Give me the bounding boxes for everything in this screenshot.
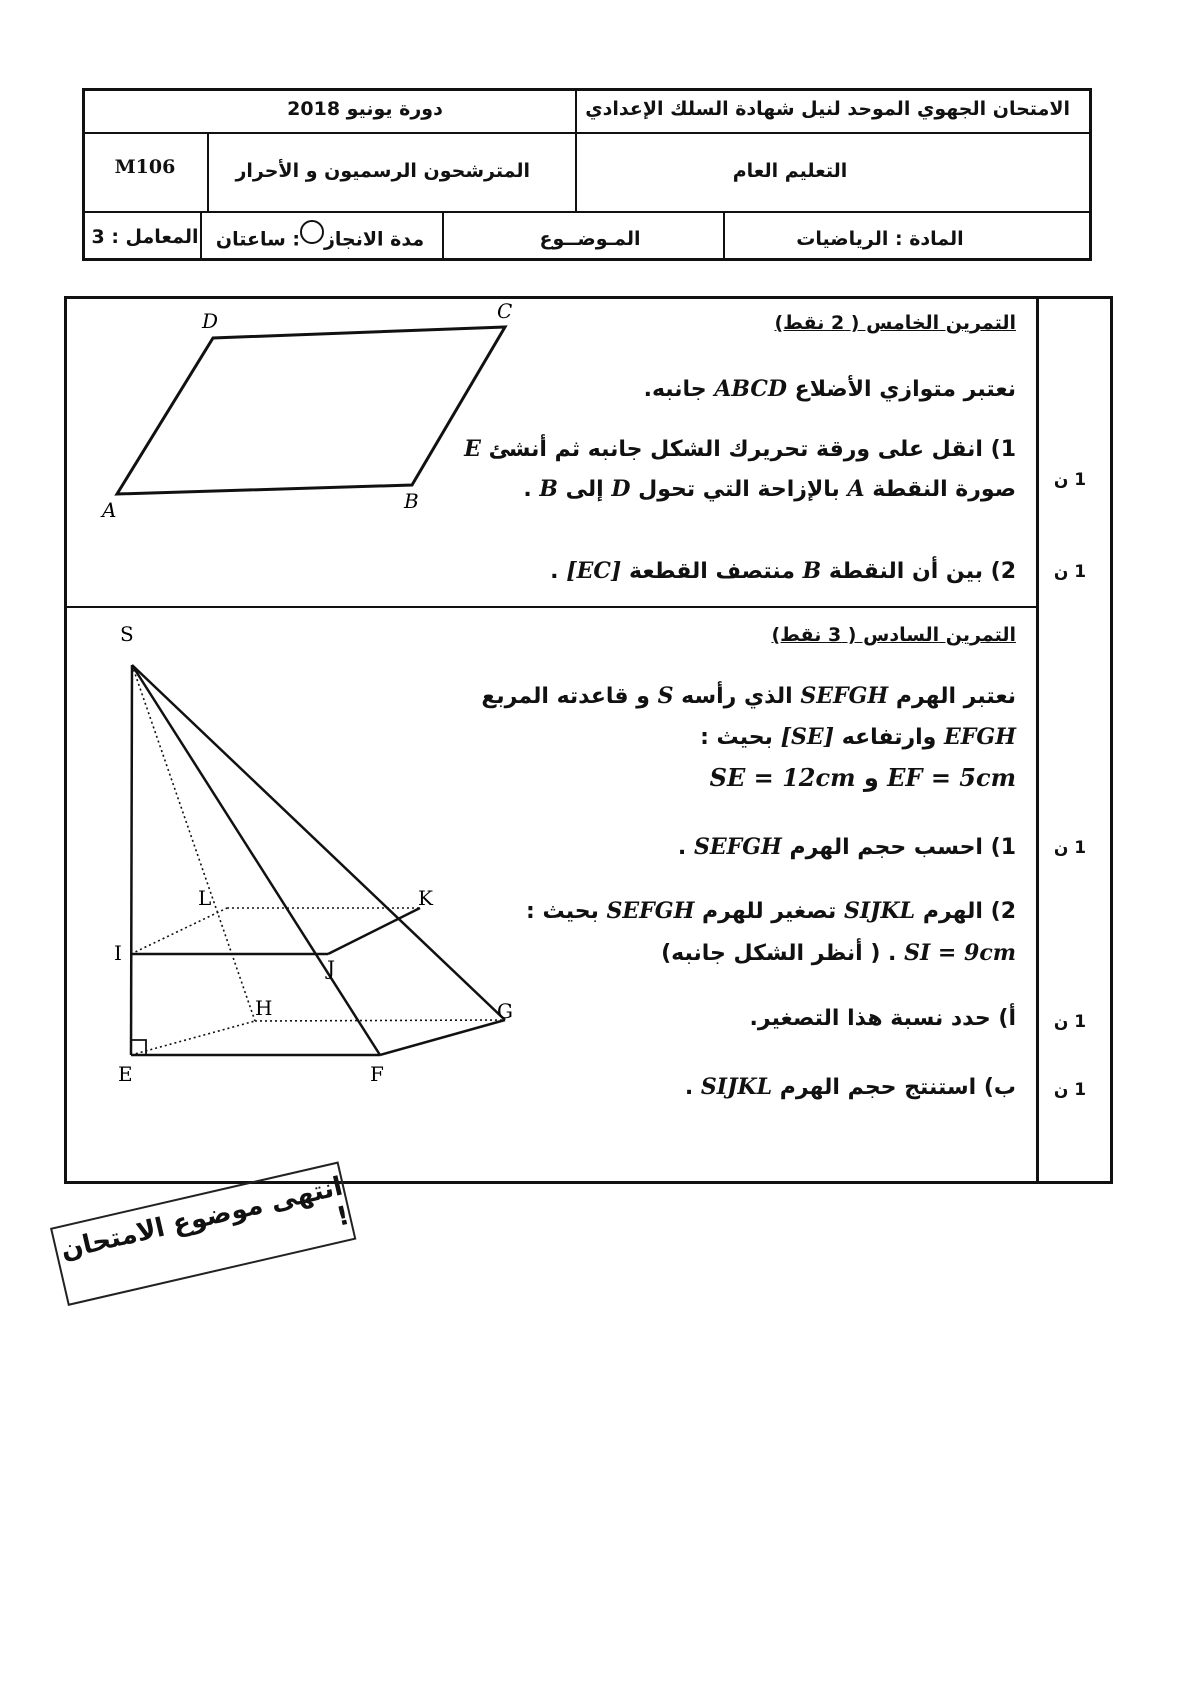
exercise6-mark-qb: 1 ن <box>1053 1080 1087 1100</box>
label-K: K <box>418 886 433 910</box>
exercise6-line3: EF = 5cm و SE = 12cm <box>709 763 1016 792</box>
duration <box>215 228 425 252</box>
exercise6-q1: 1) احسب حجم الهرم SEFGH . <box>677 834 1016 860</box>
pyramid-figure <box>100 615 540 1095</box>
exercise6-line2: EFGH وارتفاعه [SE] بحيث : <box>700 724 1016 750</box>
track: التعليم العام <box>732 160 848 182</box>
session: دورة يونيو 2018 <box>287 98 443 120</box>
mark-column-divider <box>1036 296 1039 1184</box>
label-J: J <box>327 956 336 980</box>
exercise5-q2: 2) بين أن النقطة B منتصف القطعة [EC] . <box>550 558 1016 584</box>
label-F: F <box>370 1062 384 1086</box>
exercise-divider <box>64 606 1039 608</box>
parallelogram-abcd <box>117 327 505 494</box>
candidates: المترشحون الرسميون و الأحرار <box>235 160 530 182</box>
duration-value: : ساعتان <box>215 228 300 251</box>
duration-label: مدة الانجاز <box>323 228 425 251</box>
exercise6-qb: ب) استنتج حجم الهرم SIJKL . <box>684 1074 1016 1100</box>
exercise5-q1-line2: صورة النقطة A بالإزاحة التي تحول D إلى B . <box>523 476 1016 502</box>
label-E: E <box>118 1062 133 1086</box>
label-H: H <box>255 996 273 1020</box>
exercise6-line1: نعتبر الهرم SEFGH الذي رأسه S و قاعدته المربع <box>481 683 1016 709</box>
label-S: S <box>120 622 134 646</box>
exercise6-mark-q1: 1 ن <box>1053 838 1087 858</box>
exercise5-title: التمرين الخامس ( 2 نقط) <box>774 312 1016 334</box>
label-G: G <box>497 999 513 1023</box>
label-I: I <box>114 941 122 965</box>
label-D: D <box>202 309 219 333</box>
exercise6-title: التمرين السادس ( 3 نقط) <box>771 624 1016 646</box>
parallelogram-figure <box>90 300 530 525</box>
topic-label: المـوضــوع <box>539 228 641 250</box>
exam-title: الامتحان الجهوي الموحد لنيل شهادة السلك الإعدادي <box>585 98 1070 120</box>
label-C: C <box>497 300 513 323</box>
clock-icon <box>300 220 324 244</box>
exercise6-q2-line1: 2) الهرم SIJKL تصغير للهرم SEFGH بحيث : <box>525 898 1016 924</box>
end-of-exam-text: انتهى موضوع الامتحان ! <box>57 1171 353 1266</box>
subject: المادة : الرياضيات <box>796 228 964 250</box>
label-A: A <box>102 498 117 522</box>
exercise5-intro: نعتبر متوازي الأضلاع ABCD جانبه. <box>643 376 1016 402</box>
exercise6-qa: أ) حدد نسبة هذا التصغير. <box>749 1006 1016 1031</box>
exercise6-mark-qa: 1 ن <box>1053 1012 1087 1032</box>
exam-code: M106 <box>114 156 176 178</box>
label-L: L <box>198 886 212 910</box>
label-B: B <box>404 489 419 513</box>
exercise6-q2-line2: SI = 9cm . ( أنظر الشكل جانبه) <box>661 940 1016 966</box>
coefficient: المعامل : 3 <box>91 226 199 248</box>
exercise5-mark-q2: 1 ن <box>1053 562 1087 582</box>
exercise5-mark-q1: 1 ن <box>1053 470 1087 490</box>
exercise5-q1-line1: 1) انقل على ورقة تحريرك الشكل جانبه ثم أنشئ E <box>464 436 1016 462</box>
